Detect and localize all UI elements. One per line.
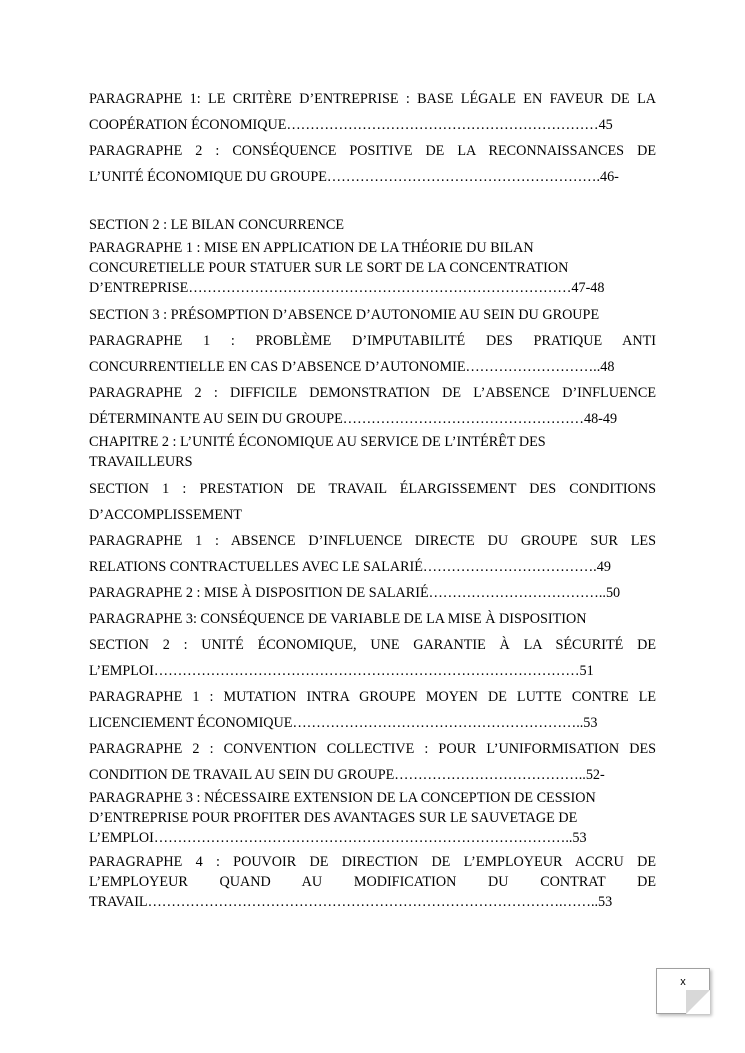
toc-line: PARAGRAPHE 1: LE CRITÈRE D’ENTREPRISE : BASE LÉGALE EN FAVEUR DE LA (89, 91, 656, 107)
toc-line: PARAGRAPHE 2 : MISE À DISPOSITION DE SALARIÉ………………………………..50 (89, 585, 621, 601)
toc-entry (89, 86, 656, 138)
toc-line: PARAGRAPHE 1 : PROBLÈME D’IMPUTABILITÉ DES PRATIQUE ANTI (89, 333, 656, 349)
toc-line: D’ACCOMPLISSEMENT (89, 507, 242, 523)
toc-line: SECTION 1 : PRESTATION DE TRAVAIL ÉLARGISSEMENT DES CONDITIONS (89, 481, 656, 497)
toc-line: L’UNITÉ ÉCONOMIQUE DU GROUPE………………………………………………….46- (89, 169, 619, 185)
toc-line: LICENCIEMENT ÉCONOMIQUE……………………………………………………..53 (89, 715, 598, 731)
toc-line: RELATIONS CONTRACTUELLES AVEC LE SALARIÉ……………………………….49 (89, 559, 611, 575)
toc-line: D’ENTREPRISE………………………………………………………………………47-48 (89, 280, 605, 296)
toc-line: CHAPITRE 2 : L’UNITÉ ÉCONOMIQUE AU SERVICE DE L’INTÉRÊT DES (89, 434, 546, 450)
toc-line: L’EMPLOI………………………………………………………………………………51 (89, 663, 594, 679)
page-number: x (680, 976, 686, 988)
toc-entry (89, 580, 656, 606)
page-number-tab (656, 968, 710, 1014)
toc-line: TRAVAILLEURS (89, 454, 193, 470)
toc-entry (89, 852, 656, 912)
toc-line: D’ENTREPRISE POUR PROFITER DES AVANTAGES SUR LE SAUVETAGE DE (89, 810, 578, 826)
toc-line: PARAGRAPHE 2 : CONSÉQUENCE POSITIVE DE LA RECONNAISSANCES DE (89, 143, 656, 159)
toc-entry (89, 432, 656, 472)
toc-entry (89, 138, 656, 190)
toc-entry (89, 476, 656, 528)
toc-line: PARAGRAPHE 1 : MUTATION INTRA GROUPE MOYEN DE LUTTE CONTRE LE (89, 689, 656, 705)
toc-line: COOPÉRATION ÉCONOMIQUE…………………………………………………………45 (89, 117, 613, 133)
toc-line: PARAGRAPHE 2 : CONVENTION COLLECTIVE : POUR L’UNIFORMISATION DES (89, 741, 656, 757)
toc-entry (89, 302, 656, 328)
toc-line: PARAGRAPHE 4 : POUVOIR DE DIRECTION DE L’EMPLOYEUR ACCRU DE (89, 854, 656, 870)
toc-entry (89, 212, 656, 238)
toc-entry (89, 632, 656, 684)
toc-line: DÉTERMINANTE AU SEIN DU GROUPE……………………………………………48-49 (89, 411, 618, 427)
toc-line: PARAGRAPHE 3 : NÉCESSAIRE EXTENSION DE LA CONCEPTION DE CESSION (89, 790, 596, 806)
toc-line: PARAGRAPHE 1 : MISE EN APPLICATION DE LA THÉORIE DU BILAN (89, 240, 534, 256)
toc-line: L’EMPLOYEUR QUAND AU MODIFICATION DU CONTRAT DE (89, 874, 656, 890)
toc-entry (89, 736, 656, 788)
toc-line: CONCURRENTIELLE EN CAS D’ABSENCE D’AUTONOMIE………………………..48 (89, 359, 615, 375)
toc-line: L’EMPLOI……………………………………………………………………………..53 (89, 830, 587, 846)
toc-entry (89, 684, 656, 736)
toc-entry (89, 328, 656, 380)
toc-line: SECTION 2 : UNITÉ ÉCONOMIQUE, UNE GARANTIE À LA SÉCURITÉ DE (89, 637, 656, 653)
toc-line: PARAGRAPHE 3: CONSÉQUENCE DE VARIABLE DE LA MISE À DISPOSITION (89, 611, 587, 627)
toc-entry (89, 238, 656, 298)
toc-entry (89, 606, 656, 632)
toc-line: PARAGRAPHE 2 : DIFFICILE DEMONSTRATION DE L’ABSENCE D’INFLUENCE (89, 385, 656, 401)
toc-entry (89, 380, 656, 432)
toc-line: CONDITION DE TRAVAIL AU SEIN DU GROUPE…………………………………..52- (89, 767, 605, 783)
table-of-contents (89, 86, 656, 912)
toc-line: PARAGRAPHE 1 : ABSENCE D’INFLUENCE DIRECTE DU GROUPE SUR LES (89, 533, 656, 549)
toc-entry (89, 788, 656, 848)
toc-line: TRAVAIL…………………………………………………………………………….……..53 (89, 894, 613, 910)
toc-line: CONCURETIELLE POUR STATUER SUR LE SORT DE LA CONCENTRATION (89, 260, 569, 276)
toc-entry (89, 528, 656, 580)
toc-line: SECTION 2 : LE BILAN CONCURRENCE (89, 217, 344, 233)
toc-line: SECTION 3 : PRÉSOMPTION D’ABSENCE D’AUTONOMIE AU SEIN DU GROUPE (89, 307, 600, 323)
